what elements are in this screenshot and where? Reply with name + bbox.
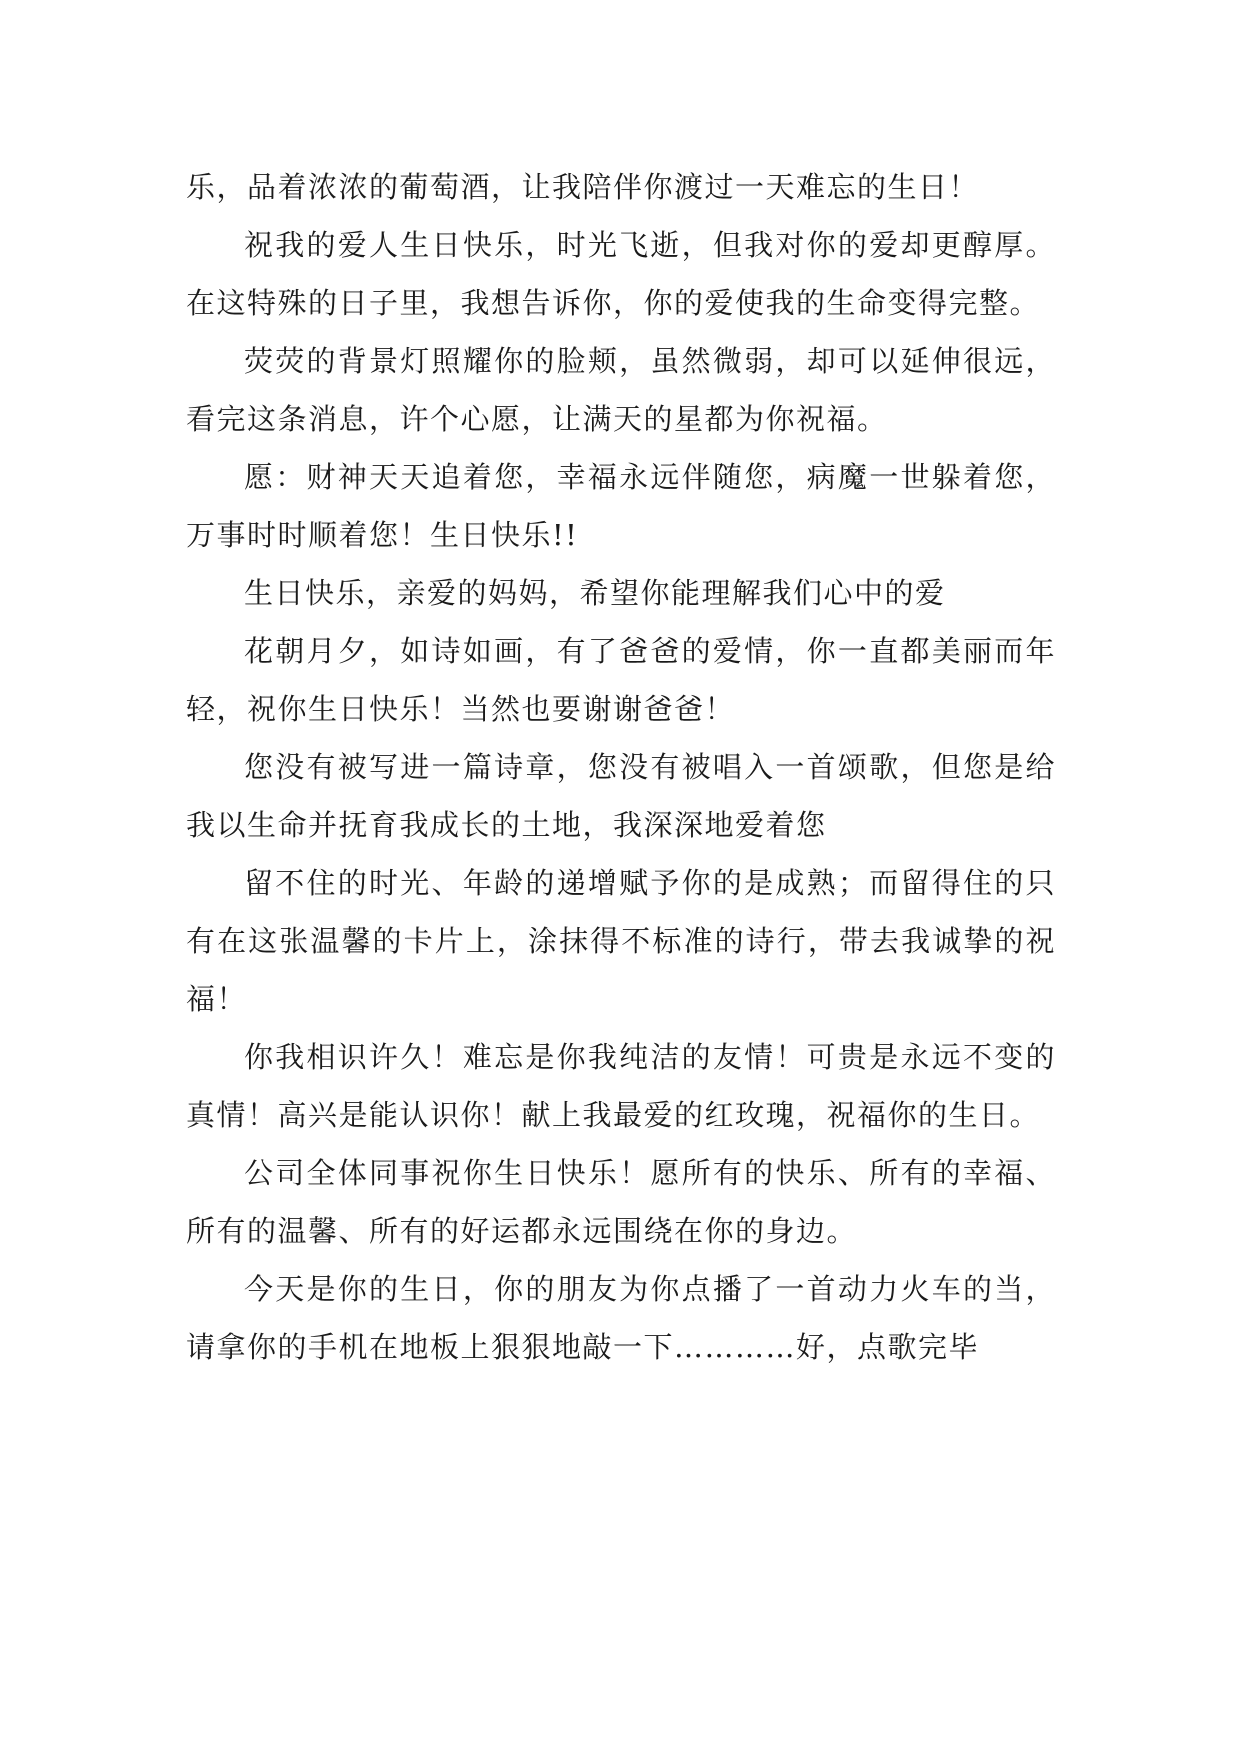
paragraph: 今天是你的生日，你的朋友为你点播了一首动力火车的当，请拿你的手机在地板上狠狠地敲一下…………好，点歌完毕 (186, 1272, 1056, 1364)
paragraph: 荧荧的背景灯照耀你的脸颊，虽然微弱，却可以延伸很远，看完这条消息，许个心愿，让满天的星都为你祝福。 (186, 344, 1056, 436)
document-page (186, 158, 1056, 1376)
paragraph: 公司全体同事祝你生日快乐！愿所有的快乐、所有的幸福、所有的温馨、所有的好运都永远围绕在你的身边。 (186, 1156, 1056, 1248)
paragraph: 你我相识许久！难忘是你我纯洁的友情！可贵是永远不变的真情！高兴是能认识你！献上我最爱的红玫瑰，祝福你的生日。 (186, 1040, 1056, 1132)
paragraph-continuation: 乐，品着浓浓的葡萄酒，让我陪伴你渡过一天难忘的生日！ (186, 170, 980, 204)
paragraph: 留不住的时光、年龄的递增赋予你的是成熟；而留得住的只有在这张温馨的卡片上，涂抹得不标准的诗行，带去我诚挚的祝福！ (186, 866, 1056, 1016)
paragraph: 您没有被写进一篇诗章，您没有被唱入一首颂歌，但您是给我以生命并抚育我成长的土地，我深深地爱着您 (186, 750, 1056, 842)
paragraph: 生日快乐，亲爱的妈妈，希望你能理解我们心中的爱 (244, 576, 946, 610)
paragraph: 愿：财神天天追着您，幸福永远伴随您，病魔一世躲着您，万事时时顺着您！生日快乐!! (186, 460, 1056, 552)
paragraph: 花朝月夕，如诗如画，有了爸爸的爱情，你一直都美丽而年轻，祝你生日快乐！当然也要谢谢爸爸！ (186, 634, 1056, 726)
paragraph: 祝我的爱人生日快乐，时光飞逝，但我对你的爱却更醇厚。在这特殊的日子里，我想告诉你，你的爱使我的生命变得完整。 (186, 228, 1056, 320)
